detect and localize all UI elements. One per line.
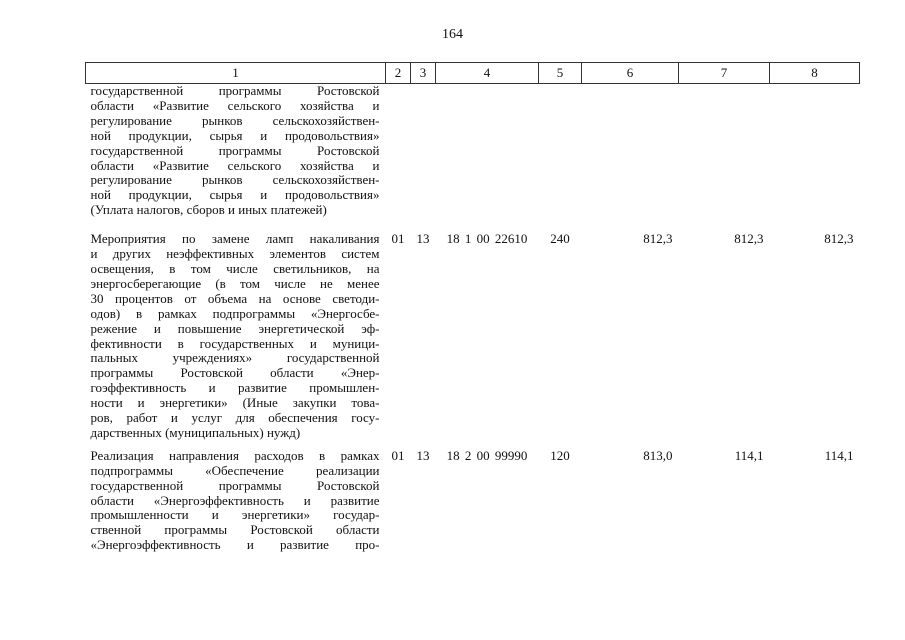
row-expense-type: 120 [550, 447, 570, 463]
description-line: ров, работ и услуг для обеспечения госу- [90, 410, 380, 426]
description-line: «Энергоэффективность и развитие про- [90, 537, 380, 553]
description-line: одов) в рамках подпрограммы «Энергосбе- [90, 305, 380, 321]
description-line: ности и энергетики» (Иные закупки това- [90, 395, 380, 411]
row-amount-1 [582, 84, 679, 233]
description-line: государственной программы Ростовской [90, 142, 380, 158]
row-amount-2 [679, 84, 770, 233]
description-line: области «Энергоэффективность и развитие [90, 492, 380, 508]
header-col-1: 1 [86, 63, 386, 84]
description-line: фективности в государственных и муници- [90, 335, 380, 351]
description-line: регулирование рынков сельскохозяйствен- [90, 172, 380, 188]
description-line: дарственных (муниципальных) нужд) [90, 424, 301, 440]
page-number: 164 [442, 27, 463, 42]
description-line: Реализация направления расходов в рамках [90, 447, 380, 463]
description-line: 30 процентов от объема на основе светоди- [90, 290, 380, 306]
row-description [86, 84, 386, 233]
table-row [86, 449, 860, 553]
header-col-8: 8 [770, 63, 860, 84]
row-section: 01 [391, 447, 405, 463]
description-line: (Уплата налогов, сборов и иных платежей) [90, 202, 327, 218]
row-section [386, 84, 411, 233]
table-body [86, 84, 860, 554]
header-col-5: 5 [539, 63, 582, 84]
row-amount-3: 114,1 [824, 447, 854, 463]
budget-table [85, 62, 860, 553]
description-line: пальных учреждениях» государственной [90, 350, 380, 366]
row-amount-3: 812,3 [824, 231, 854, 247]
header-col-7: 7 [679, 63, 770, 84]
row-description [86, 449, 386, 553]
row-amount-1: 812,3 [643, 231, 673, 247]
row-amount-3 [770, 84, 860, 233]
table-row [86, 84, 860, 233]
description-line: области «Развитие сельского хозяйства и [90, 97, 380, 113]
description-line: ственной программы Ростовской области [90, 522, 380, 538]
header-col-4: 4 [436, 63, 539, 84]
description-line: регулирование рынков сельскохозяйствен- [90, 112, 380, 128]
description-line: ной продукции, сырья и продовольствия» [90, 187, 380, 203]
description-line: гоэффективность и развитие промышлен- [90, 380, 380, 396]
description-line: области «Развитие сельского хозяйства и [90, 157, 380, 173]
row-section: 01 [391, 231, 405, 247]
row-expense-type: 240 [550, 231, 570, 247]
row-expense-type [539, 84, 582, 233]
description-line: режение и повышение энергетической эф- [90, 320, 380, 336]
description-line: промышленности и энергетики» государ- [90, 507, 380, 523]
header-col-6: 6 [582, 63, 679, 84]
description-line: подпрограммы «Обеспечение реализации [90, 462, 380, 478]
description-line: энергосберегающие (в том числе не менее [90, 275, 380, 291]
description-line: государственной программы Ростовской [90, 83, 380, 98]
description-line: освещения, в том числе светильников, на [90, 260, 380, 276]
row-description [86, 232, 386, 449]
header-row [86, 63, 860, 84]
table-row [86, 232, 860, 449]
header-col-2: 2 [386, 63, 411, 84]
row-subsection [411, 84, 436, 233]
row-amount-1: 813,0 [643, 447, 673, 463]
row-amount-2: 114,1 [734, 447, 764, 463]
row-target-code [436, 84, 539, 233]
row-target-code: 18 2 00 99990 [446, 447, 528, 463]
description-line: программы Ростовской области «Энер- [90, 365, 380, 381]
row-subsection: 13 [416, 447, 430, 463]
description-line: ной продукции, сырья и продовольствия» [90, 127, 380, 143]
header-col-3: 3 [411, 63, 436, 84]
description-line: и других неэффективных элементов систем [90, 246, 380, 262]
row-target-code: 18 1 00 22610 [446, 231, 528, 247]
row-subsection: 13 [416, 231, 430, 247]
table-header [86, 63, 860, 84]
row-amount-2: 812,3 [734, 231, 764, 247]
description-line: государственной программы Ростовской [90, 477, 380, 493]
description-line: Мероприятия по замене ламп накаливания [90, 231, 380, 247]
